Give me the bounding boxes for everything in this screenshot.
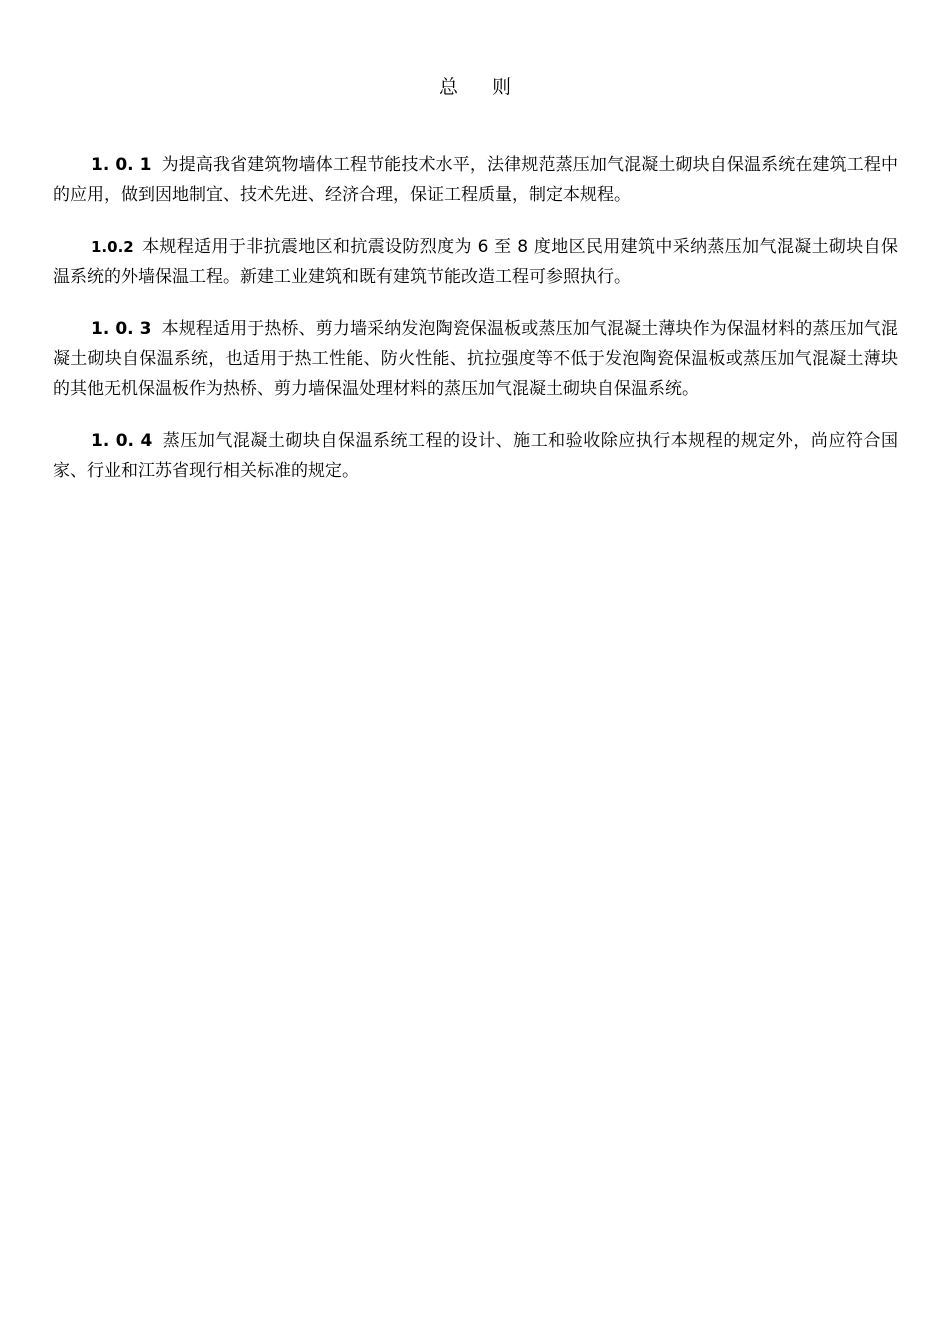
clause-number: 1.0.2: [91, 238, 134, 256]
clause-1-0-1: [53, 150, 898, 210]
clause-number: 1. 0. 3: [91, 319, 152, 339]
clause-1-0-3: [53, 314, 898, 404]
clause-text: 本规程适用于热桥、剪力墙采纳发泡陶瓷保温板或蒸压加气混凝土薄块作为保温材料的蒸压加气混凝土砌块自保温系统，也适用于热工性能、防火性能、抗拉强度等不低于发泡陶瓷保温板或蒸压加气混凝土薄块的其他无机保温板作为热桥、剪力墙保温处理材料的蒸压加气混凝土砌块自保温系统。: [53, 319, 898, 399]
clause-list: [53, 150, 898, 508]
clause-text: 蒸压加气混凝土砌块自保温系统工程的设计、施工和验收除应执行本规程的规定外，尚应符合国家、行业和江苏省现行相关标准的规定。: [53, 431, 898, 481]
page-title: 总 则: [438, 76, 526, 98]
clause-number: 1. 0. 1: [91, 155, 152, 175]
clause-number: 1. 0. 4: [91, 431, 153, 451]
clause-text: 为提高我省建筑物墙体工程节能技术水平，法律规范蒸压加气混凝土砌块自保温系统在建筑工程中的应用，做到因地制宜、技术先进、经济合理，保证工程质量，制定本规程。: [53, 155, 898, 205]
clause-1-0-4: [53, 426, 898, 486]
clause-1-0-2: [53, 232, 898, 292]
clause-text: 本规程适用于非抗震地区和抗震设防烈度为 6 至 8 度地区民用建筑中采纳蒸压加气混凝土砌块自保温系统的外墙保温工程。新建工业建筑和既有建筑节能改造工程可参照执行。: [53, 237, 898, 287]
